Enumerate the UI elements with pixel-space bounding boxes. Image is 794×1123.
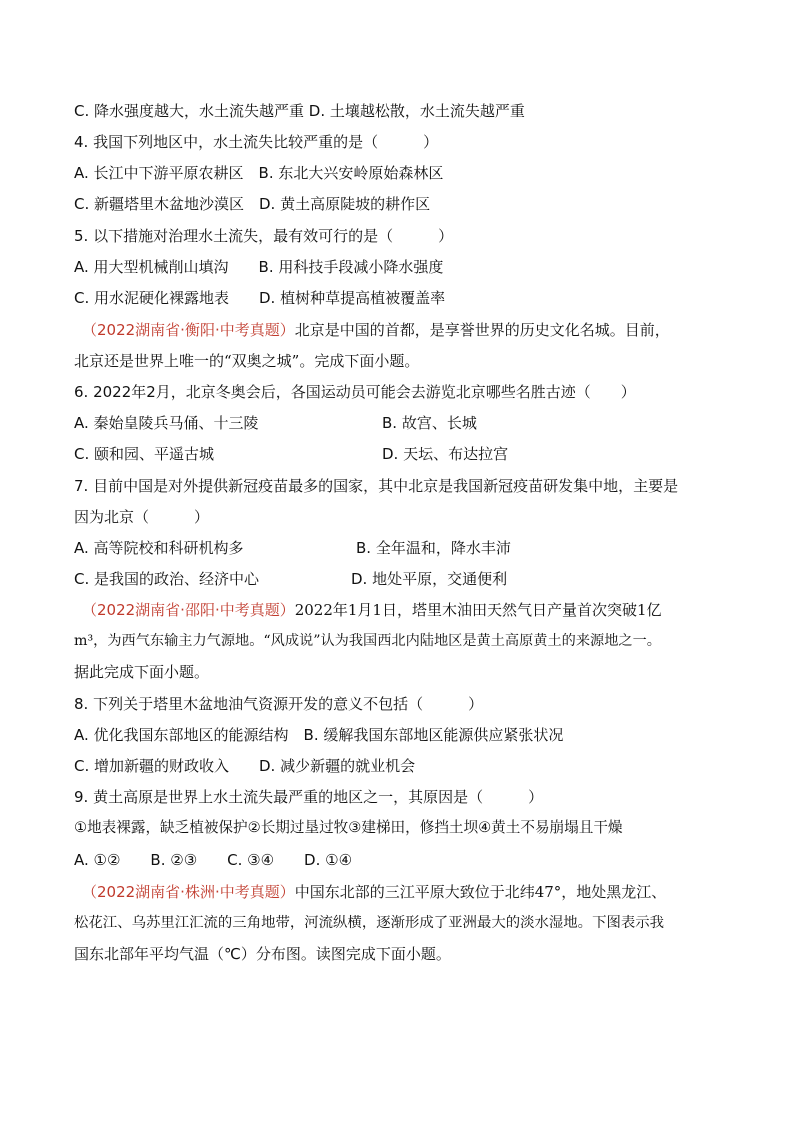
passage3-line2: 松花江、乌苏里江汇流的三角地带，河流纵横，逐渐形成了亚洲最大的淡水湿地。下图表示我 [74,915,665,931]
q6-option-d: D. 天坛、布达拉宫 [382,445,509,463]
passage2-text: 2022年1月1日，塔里木油田天然气日产量首次突破1亿 [294,601,662,619]
passage2-source: （2022湖南省·邵阳·中考真题） [82,601,295,619]
q4-options-ab: A. 长江中下游平原农耕区 B. 东北大兴安岭原始森林区 [74,164,444,182]
passage3-line3: 国东北部年平均气温（℃）分布图。读图完成下面小题。 [74,945,451,963]
passage2-line1 [82,600,662,620]
q6-option-c: C. 颐和园、平遥古城 [74,445,215,463]
q4-stem: 4. 我国下列地区中，水土流失比较严重的是（ ） [74,133,439,151]
q3-options-cd: C. 降水强度越大，水土流失越严重 D. 土壤越松散，水土流失越严重 [74,102,525,120]
passage2-line2: m³，为西气东输主力气源地。“风成说”认为我国西北内陆地区是黄土高原黄土的来源地之一。 [74,633,661,649]
q9-options: A. ①② B. ②③ C. ③④ D. ①④ [74,851,353,869]
q5-options-ab: A. 用大型机械削山填沟 B. 用科技手段减小降水强度 [74,258,444,276]
q7-option-a: A. 高等院校和科研机构多 [74,539,244,557]
q9-stem: 9. 黄土高原是世界上水土流失最严重的地区之一，其原因是（ ） [74,788,544,806]
passage1-line1 [82,320,670,340]
q7-stem: 7. 目前中国是对外提供新冠疫苗最多的国家，其中北京是我国新冠疫苗研发集中地，主要是 [74,477,679,495]
passage1-text: 北京是中国的首都，是享誉世界的历史文化名城。目前， [294,321,670,339]
q8-options-cd: C. 增加新疆的财政收入 D. 减少新疆的就业机会 [74,757,416,775]
q4-options-cd: C. 新疆塔里木盆地沙漠区 D. 黄土高原陡坡的耕作区 [74,195,431,213]
passage1-source: （2022湖南省·衡阳·中考真题） [82,321,295,339]
passage3-text: 中国东北部的三江平原大致位于北纬47°，地处黑龙江、 [294,883,667,901]
q7-stem-cont: 因为北京（ ） [74,508,210,526]
q8-stem: 8. 下列关于塔里木盆地油气资源开发的意义不包括（ ） [74,695,484,713]
q6-stem: 6. 2022年2月，北京冬奥会后，各国运动员可能会去游览北京哪些名胜古迹（ ） [74,383,636,401]
q7-option-b: B. 全年温和，降水丰沛 [356,539,511,557]
q5-options-cd: C. 用水泥硬化裸露地表 D. 植树种草提高植被覆盖率 [74,289,446,307]
q9-reasons: ①地表裸露，缺乏植被保护②长期过垦过牧③建梯田，修挡土坝④黄土不易崩塌且干燥 [74,819,623,836]
q8-options-ab: A. 优化我国东部地区的能源结构 B. 缓解我国东部地区能源供应紧张状况 [74,726,564,744]
passage2-line3: 据此完成下面小题。 [74,663,210,681]
passage1-line2: 北京还是世界上唯一的“双奥之城”。完成下面小题。 [74,352,420,370]
q7-option-c: C. 是我国的政治、经济中心 [74,570,260,588]
passage3-source: （2022湖南省·株洲·中考真题） [82,883,295,901]
q5-stem: 5. 以下措施对治理水土流失，最有效可行的是（ ） [74,227,454,245]
q6-option-b: B. 故宫、长城 [382,414,477,432]
passage3-line1 [82,882,666,902]
q7-option-d: D. 地处平原，交通便利 [351,570,508,588]
q6-option-a: A. 秦始皇陵兵马俑、十三陵 [74,414,259,432]
